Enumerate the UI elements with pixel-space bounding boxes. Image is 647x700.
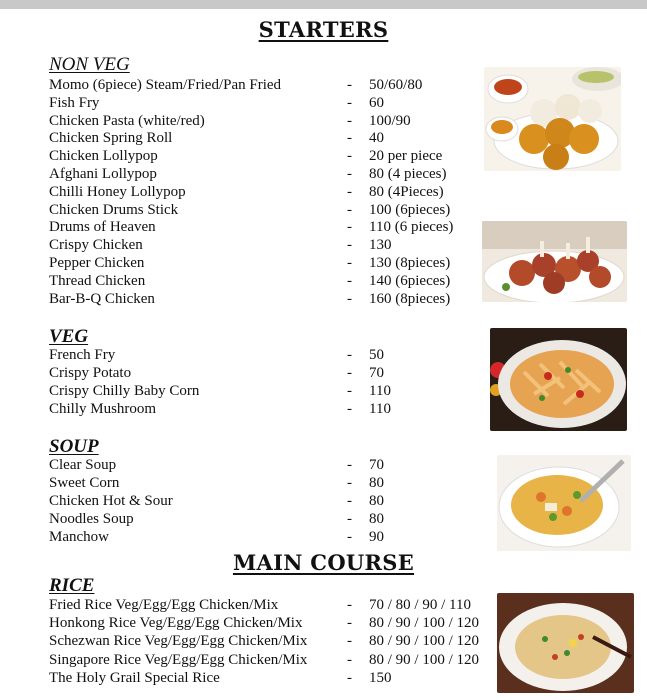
item-name: Afghani Lollypop — [49, 166, 157, 182]
item-name: Noodles Soup — [49, 511, 134, 527]
item-name: Manchow — [49, 529, 109, 545]
item-name: Drums of Heaven — [49, 219, 156, 236]
section-title-soup: SOUP — [49, 436, 99, 457]
separator-dash: - — [347, 94, 352, 111]
item-name: Chicken Drums Stick — [49, 201, 179, 218]
item-price: 70 — [369, 457, 384, 473]
item-name: Crispy Chicken — [49, 237, 143, 254]
main-course-title: MAIN COURSE — [232, 550, 415, 575]
item-name: Bar-B-Q Chicken — [49, 290, 155, 307]
section-title-veg: VEG — [49, 326, 89, 347]
item-name: Singapore Rice Veg/Egg/Egg Chicken/Mix — [49, 651, 308, 668]
item-name: Clear Soup — [49, 457, 117, 473]
separator-dash: - — [347, 365, 352, 381]
item-price: 40 — [369, 130, 384, 147]
separator-dash: - — [347, 130, 352, 147]
separator-dash: - — [347, 493, 352, 509]
item-name: Pepper Chicken — [49, 255, 145, 271]
item-price: 80 — [369, 493, 384, 509]
item-price: 80 — [369, 511, 384, 527]
separator-dash: - — [347, 651, 352, 668]
chicken-lollypop-photo — [482, 221, 627, 302]
separator-dash: - — [347, 597, 352, 613]
item-price: 100/90 — [369, 112, 411, 129]
item-price: 80 / 90 / 100 / 120 — [369, 651, 480, 668]
separator-dash: - — [347, 511, 352, 527]
section-title-non-veg: NON VEG — [49, 54, 130, 75]
item-price: 60 — [369, 94, 384, 111]
item-price: 130 — [369, 237, 392, 254]
item-price: 70 — [369, 365, 384, 381]
item-name: Crispy Potato — [49, 365, 132, 381]
item-price: 70 / 80 / 90 / 110 — [369, 597, 471, 613]
item-name: Crispy Chilly Baby Corn — [49, 383, 200, 399]
item-price: 80 / 90 / 100 / 120 — [369, 615, 480, 632]
separator-dash: - — [347, 219, 352, 236]
separator-dash: - — [347, 347, 352, 363]
item-name: Chilly Mushroom — [49, 401, 157, 417]
separator-dash: - — [347, 457, 352, 473]
item-name: Fish Fry — [49, 94, 100, 111]
item-name: The Holy Grail Special Rice — [49, 669, 220, 686]
item-price: 110 (6 pieces) — [369, 219, 454, 236]
item-price: 80 (4 pieces) — [369, 166, 447, 182]
fried-rice-photo — [497, 593, 634, 693]
separator-dash: - — [347, 669, 352, 686]
separator-dash: - — [347, 633, 352, 650]
separator-dash: - — [347, 615, 352, 632]
item-name: Chicken Pasta (white/red) — [49, 112, 205, 129]
separator-dash: - — [347, 77, 352, 93]
soup-photo — [497, 455, 631, 551]
item-price: 90 — [369, 529, 384, 545]
item-price: 50 — [369, 347, 384, 363]
item-price: 20 per piece — [369, 148, 443, 165]
separator-dash: - — [347, 148, 352, 165]
item-price: 80 — [369, 475, 384, 491]
item-price: 110 — [369, 383, 391, 399]
starters-title: STARTERS — [258, 17, 389, 42]
item-name: Honkong Rice Veg/Egg/Egg Chicken/Mix — [49, 615, 303, 632]
item-price: 150 — [369, 669, 392, 686]
item-price: 130 (8pieces) — [369, 255, 451, 271]
pasta-photo — [490, 328, 627, 431]
item-name: Chicken Lollypop — [49, 148, 158, 165]
item-price: 160 (8pieces) — [369, 290, 451, 307]
item-price: 80 (4Pieces) — [369, 183, 444, 200]
separator-dash: - — [347, 255, 352, 271]
item-price: 100 (6pieces) — [369, 201, 451, 218]
item-name: Chicken Hot & Sour — [49, 493, 173, 509]
item-price: 110 — [369, 401, 391, 417]
separator-dash: - — [347, 383, 352, 399]
section-title-rice: RICE — [49, 575, 95, 596]
item-name: Thread Chicken — [49, 272, 146, 289]
item-name: Fried Rice Veg/Egg/Egg Chicken/Mix — [49, 597, 279, 613]
separator-dash: - — [347, 401, 352, 417]
separator-dash: - — [347, 237, 352, 254]
separator-dash: - — [347, 201, 352, 218]
top-bar — [0, 0, 647, 9]
item-name: Sweet Corn — [49, 475, 120, 491]
item-price: 140 (6pieces) — [369, 272, 451, 289]
item-name: Chilli Honey Lollypop — [49, 183, 186, 200]
item-name: French Fry — [49, 347, 116, 363]
separator-dash: - — [347, 166, 352, 182]
item-name: Chicken Spring Roll — [49, 130, 173, 147]
separator-dash: - — [347, 529, 352, 545]
separator-dash: - — [347, 475, 352, 491]
separator-dash: - — [347, 290, 352, 307]
momo-photo — [484, 67, 621, 171]
item-name: Schezwan Rice Veg/Egg/Egg Chicken/Mix — [49, 633, 308, 650]
separator-dash: - — [347, 112, 352, 129]
separator-dash: - — [347, 183, 352, 200]
item-name: Momo (6piece) Steam/Fried/Pan Fried — [49, 77, 282, 93]
separator-dash: - — [347, 272, 352, 289]
item-price: 80 / 90 / 100 / 120 — [369, 633, 480, 650]
item-price: 50/60/80 — [369, 77, 423, 93]
